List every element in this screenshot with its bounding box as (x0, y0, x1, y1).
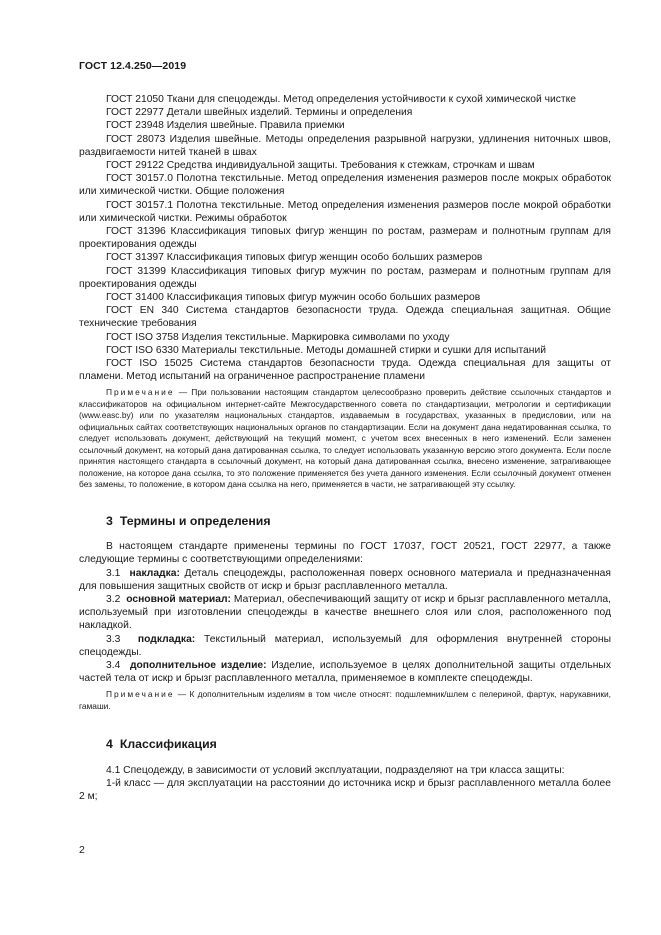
section-3-title: Термины и определения (119, 513, 271, 528)
term-name: подкладка: (137, 633, 196, 645)
term-number: 3.4 (106, 660, 121, 671)
section-3-heading (79, 515, 611, 528)
section-3-intro: В настоящем стандарте применены термины по ГОСТ 17037, ГОСТ 20521, ГОСТ 22977, а также следующие термины с соответствующими определениями: (79, 541, 611, 566)
term-3-3 (79, 633, 611, 659)
page-content (79, 93, 611, 803)
term-3-2 (79, 593, 611, 633)
section-4-number: 4 (106, 737, 113, 752)
term-definition: Деталь спецодежды, расположенная поверх основного материала и предназначенная для повышения защитных свойств от искр и брызг расплавленного металла. (79, 567, 611, 592)
section-4-paragraph-1: 4.1 Спецодежду, в зависимости от условий эксплуатации, подразделяют на три класса защиты: (106, 764, 565, 776)
ref-gost-31399: ГОСТ 31399 Классификация типовых фигур мужчин по ростам, размерам и полнотным группам для проектирования одежды (79, 265, 611, 290)
ref-gost-30157-1: ГОСТ 30157.1 Полотна текстильные. Метод определения изменения размеров после мокрой обработки или химической чистки. Режимы обработок (79, 199, 611, 224)
ref-gost-31397: ГОСТ 31397 Классификация типовых фигур женщин особо больших размеров (106, 252, 483, 264)
section-4-paragraph-2: 1-й класс — для эксплуатации на расстоянии до источника искр и брызг расплавленного металла более 2 м; (79, 777, 611, 803)
ref-gost-en-340: ГОСТ EN 340 Система стандартов безопасности труда. Одежда специальная защитная. Общие технические требования (79, 305, 611, 330)
document-header: ГОСТ 12.4.250—2019 (79, 60, 187, 72)
page-number: 2 (79, 844, 85, 856)
term-name: основной материал: (126, 593, 231, 605)
term-name: дополнительное изделие: (129, 660, 267, 671)
term-number: 3.3 (106, 633, 121, 645)
term-number: 3.1 (106, 567, 121, 579)
term-3-4 (79, 659, 611, 685)
ref-gost-iso-3758: ГОСТ ISO 3758 Изделия текстильные. Маркировка символами по уходу (106, 331, 450, 343)
section-4-title: Классификация (119, 737, 217, 752)
section-3-note (79, 689, 611, 712)
references-note (79, 387, 611, 491)
ref-gost-31400: ГОСТ 31400 Классификация типовых фигур мужчин особо больших размеров (106, 292, 481, 304)
ref-gost-21050: ГОСТ 21050 Ткани для спецодежды. Метод определения устойчивости к сухой химической чистке (106, 94, 576, 105)
note-label: Примечание (106, 387, 175, 398)
note-label: Примечание (106, 689, 175, 700)
section-3-number: 3 (106, 513, 113, 528)
ref-gost-30157-0: ГОСТ 30157.0 Полотна текстильные. Метод определения изменения размеров после мокрых обработок или химической чистки. Общие положения (79, 173, 611, 198)
ref-gost-31396: ГОСТ 31396 Классификация типовых фигур женщин по ростам, размерам и полнотным группам для проектирования одежды (79, 226, 611, 251)
term-definition: Изделие, используемое в целях дополнительной защиты отдельных частей тела от искр и брызг расплавленного металла, применяемое в комплекте спецодежды. (79, 660, 611, 685)
ref-gost-iso-15025: ГОСТ ISO 15025 Система стандартов безопасности труда. Одежда специальная для защиты от пламени. Метод испытаний на ограниченное распространение пламени (79, 358, 611, 383)
note-text: — К дополнительным изделиям в том числе относят: подшлемник/шлем с пелериной, фартук, нарукавники, гамаши. (79, 689, 611, 711)
term-3-1 (79, 567, 611, 593)
term-name: накладка: (129, 567, 180, 579)
ref-gost-23948: ГОСТ 23948 Изделия швейные. Правила приемки (106, 120, 345, 132)
term-definition: Материал, обеспечивающий защиту от искр и брызг расплавленного металла, используемый при изготовлении спецодежды в качестве внешнего слоя или слоя, расположенного под накладкой. (79, 593, 611, 632)
term-number: 3.2 (106, 593, 121, 605)
ref-gost-iso-6330: ГОСТ ISO 6330 Материалы текстильные. Методы домашней стирки и сушки для испытаний (106, 344, 546, 356)
term-definition: Текстильный материал, используемый для оформления внутренней стороны спецодежды. (79, 633, 611, 658)
note-text: — При пользовании настоящим стандартом целесообразно проверить действие ссылочных стандартов и классификаторов на официальном интернет-сайте Межгосударственного совета по стандартизации, метрологии и сертификации (www.easc.by) или по указателям национальных стандартов, издаваемым в государствах, указанных в предисловии, или на официальных сайтах соответствующих национальных органов по стандартизации. Если на документ дана недатированная ссылка, то следует использовать документ, действующий на текущий момент, с учетом всех внесенных в него изменений. Если заменен ссылочный документ, на который дана датированная ссылка, то следует использовать указанную версию этого документа. Если после принятия настоящего стандарта в ссылочный документ, на который дана датированная ссылка, внесено изменение, затрагивающее положение, на которое дана ссылка, то это положение применяется без учета данного изменения. Если ссылочный документ отменен без замены, то положение, в котором дана ссылка на него, применяется в части, не затрагивающей эту ссылку. (79, 387, 611, 490)
ref-gost-22977: ГОСТ 22977 Детали швейных изделий. Термины и определения (106, 107, 413, 119)
ref-gost-29122: ГОСТ 29122 Средства индивидуальной защиты. Требования к стежкам, строчкам и швам (106, 160, 535, 172)
section-4-heading (79, 738, 611, 751)
ref-gost-28073: ГОСТ 28073 Изделия швейные. Методы определения разрывной нагрузки, удлинения ниточных швов, раздвигаемости нитей тканей в швах (79, 133, 611, 158)
